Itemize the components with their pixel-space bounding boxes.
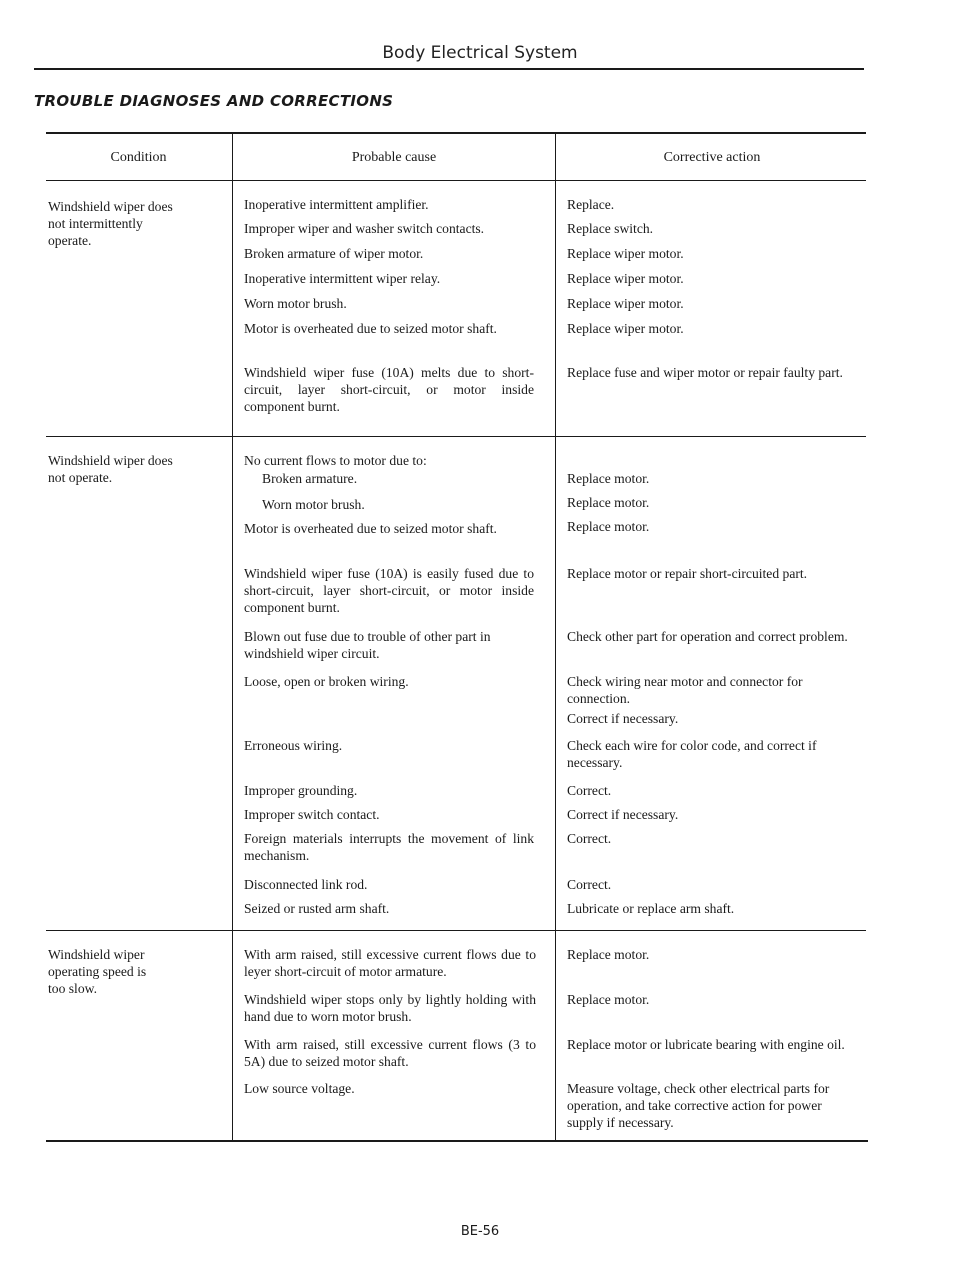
- condition-line: Windshield wiper: [48, 947, 145, 962]
- action-text: Replace wiper motor.: [567, 246, 684, 261]
- condition-line: not intermittently: [48, 216, 143, 231]
- action-text: Replace wiper motor.: [567, 321, 684, 336]
- action-text: Lubricate or replace arm shaft.: [567, 901, 735, 916]
- condition-line: not operate.: [48, 470, 113, 485]
- cause-text: No current flows to motor due to:: [244, 453, 427, 468]
- cause-text: Low source voltage.: [244, 1081, 355, 1096]
- action-text: Replace motor or lubricate bearing with engine oil.: [567, 1037, 845, 1052]
- group-separator-2: [46, 930, 866, 931]
- action-text: Replace motor.: [567, 471, 650, 486]
- header-bottom-rule: [46, 180, 866, 181]
- cause-text: Inoperative intermittent amplifier.: [244, 197, 429, 212]
- page-number: BE-56: [460, 1224, 500, 1239]
- cause-text: Broken armature of wiper motor.: [244, 246, 424, 261]
- cause-text: Worn motor brush.: [262, 497, 365, 512]
- cause-text: Foreign materials interrupts the movement of link mechanism.: [244, 831, 534, 863]
- action-text: Check other part for operation and correct problem.: [567, 629, 848, 644]
- cause-text: Inoperative intermittent wiper relay.: [244, 271, 441, 286]
- cause-text: Improper grounding.: [244, 783, 358, 798]
- column-divider-1: [232, 134, 233, 1141]
- action-text: Correct.: [567, 783, 612, 798]
- cause-text: Broken armature.: [262, 471, 358, 486]
- condition-cell: [48, 198, 228, 249]
- group-separator-1: [46, 436, 866, 437]
- action-text: Measure voltage, check other electrical parts for operation, and take corrective action for power supply if necessary.: [567, 1081, 830, 1130]
- action-text: Replace motor.: [567, 519, 650, 534]
- action-text: Replace wiper motor.: [567, 296, 684, 311]
- column-header-action: Corrective action: [663, 150, 761, 165]
- action-text: Correct if necessary.: [567, 807, 679, 822]
- cause-text: Motor is overheated due to seized motor shaft.: [244, 521, 497, 536]
- cause-text: Improper switch contact.: [244, 807, 380, 822]
- action-text: Replace fuse and wiper motor or repair faulty part.: [567, 365, 843, 380]
- action-text: Correct if necessary.: [567, 711, 679, 726]
- condition-cell: [48, 946, 228, 997]
- action-text: Replace motor.: [567, 992, 650, 1007]
- action-text: Correct.: [567, 877, 612, 892]
- action-text: Replace switch.: [567, 221, 654, 236]
- cause-text: Windshield wiper fuse (10A) melts due to short-circuit, layer short-circuit, or motor inside component burnt.: [244, 365, 534, 414]
- cause-text: Seized or rusted arm shaft.: [244, 901, 390, 916]
- condition-line: Windshield wiper does: [48, 453, 173, 468]
- cause-text: Erroneous wiring.: [244, 738, 343, 753]
- action-text: Replace.: [567, 197, 615, 212]
- condition-line: operate.: [48, 233, 92, 248]
- section-title: TROUBLE DIAGNOSES AND CORRECTIONS: [34, 92, 394, 110]
- cause-text: Improper wiper and washer switch contacts.: [244, 221, 485, 236]
- cause-text: Blown out fuse due to trouble of other part in windshield wiper circuit.: [244, 629, 491, 661]
- action-text: Check wiring near motor and connector for connection.: [567, 674, 803, 706]
- action-text: Correct.: [567, 831, 612, 846]
- condition-line: Windshield wiper does: [48, 199, 173, 214]
- action-text: Replace motor.: [567, 947, 650, 962]
- action-text: Replace motor or repair short-circuited part.: [567, 566, 808, 581]
- cause-text: Motor is overheated due to seized motor shaft.: [244, 321, 497, 336]
- action-text: Replace wiper motor.: [567, 271, 684, 286]
- action-text: Check each wire for color code, and correct if necessary.: [567, 738, 817, 770]
- condition-line: operating speed is: [48, 964, 147, 979]
- cause-text: Loose, open or broken wiring.: [244, 674, 409, 689]
- cause-text: With arm raised, still excessive current flows due to leyer short-circuit of motor armature.: [244, 947, 536, 979]
- cause-text: Windshield wiper fuse (10A) is easily fused due to short-circuit, layer short-circuit, or motor inside component burnt.: [244, 566, 534, 615]
- cause-text: With arm raised, still excessive current flows (3 to 5A) due to seized motor shaft.: [244, 1037, 536, 1069]
- condition-line: too slow.: [48, 981, 97, 996]
- table-top-rule: [46, 132, 866, 134]
- cause-text: Worn motor brush.: [244, 296, 347, 311]
- column-header-cause: Probable cause: [351, 150, 437, 165]
- header-rule: [34, 68, 864, 70]
- table-bottom-rule: [46, 1140, 868, 1142]
- cause-text: Disconnected link rod.: [244, 877, 368, 892]
- condition-cell: [48, 452, 228, 486]
- cause-text: Windshield wiper stops only by lightly holding with hand due to worn motor brush.: [244, 992, 536, 1024]
- action-text: Replace motor.: [567, 495, 650, 510]
- column-header-condition: Condition: [110, 150, 167, 165]
- page-header-title: Body Electrical System: [382, 43, 578, 63]
- column-divider-2: [555, 134, 556, 1141]
